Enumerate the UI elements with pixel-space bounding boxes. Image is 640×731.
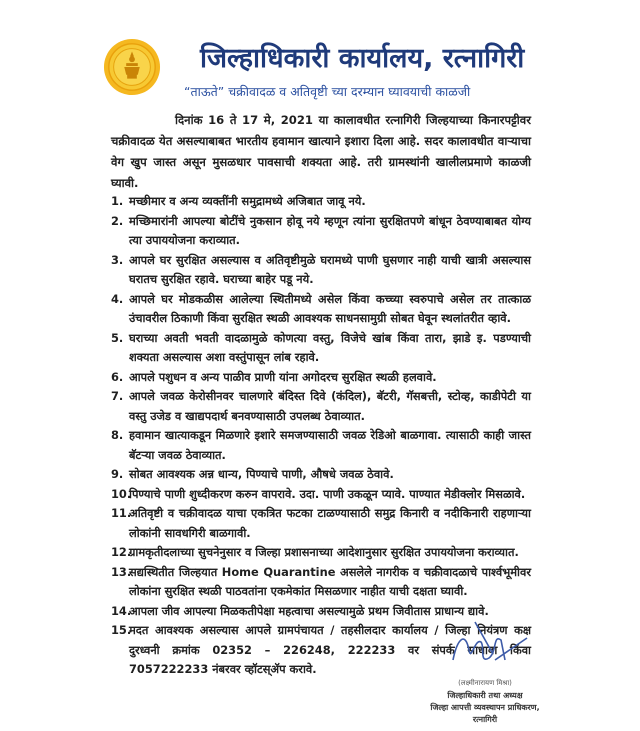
item-number: 1.	[111, 194, 124, 208]
item-text: घराच्या अवती भवती वादळामुळे कोणत्या वस्तु, विजेचे खांब किंवा तारा, झाडे इ. पडण्याची शक्यता असल्यास अशा वस्तुंपासून लांब रहावे.	[129, 330, 531, 364]
item-text: आपले घर मोडकळीस आलेल्या स्थितीमध्ये असेल किंवा कच्च्या स्वरुपाचे असेल तर तात्काळ उंचावरील ठिकाणी किंवा सुरक्षित स्थळी आवश्यक साधनसामुग्री सोबत घेवून स्थलांतरीत व्हावे.	[129, 291, 531, 325]
item-number: 13.	[111, 564, 132, 579]
item-text: मच्छीमार व अन्य व्यक्तींनी समुद्रामध्ये अजिबात जावू नये.	[129, 194, 366, 208]
item-text: मच्छिमारांनी आपल्या बोटींचे नुकसान होवू नये म्हणून त्यांना सुरक्षितपणे बांधून ठेवण्याबाबत योग्य त्या उपाययोजना कराव्यात.	[129, 213, 531, 247]
signature-block	[400, 620, 570, 724]
list-item	[111, 426, 531, 465]
signatory-name: (लक्ष्मीनारायण मिश्रा)	[458, 679, 512, 687]
item-number: 12.	[111, 545, 132, 559]
item-number: 6.	[111, 369, 124, 384]
item-number: 15.	[111, 623, 132, 637]
list-item	[111, 602, 531, 622]
list-item	[111, 504, 531, 543]
item-text: हवामान खात्याकडून मिळणारे इशारे समजण्यासाठी जवळ रेडिओ बाळगावा. त्यासाठी काही जास्त बॅटऱ्या जवळ ठेवाव्यात.	[129, 428, 531, 462]
document-header	[0, 0, 640, 100]
item-number: 9.	[111, 467, 124, 481]
item-number: 14.	[111, 603, 132, 618]
item-text: सोबत आवश्यक अन्न धान्य, पिण्याचे पाणी, औषधे जवळ ठेवावे.	[129, 467, 394, 481]
item-number: 10.	[111, 486, 132, 501]
list-item	[111, 465, 531, 485]
list-item	[111, 251, 531, 290]
signature-icon	[435, 620, 535, 680]
list-item	[111, 485, 531, 505]
item-number: 7.	[111, 389, 124, 403]
precautions-list	[111, 192, 531, 680]
list-item	[111, 290, 531, 329]
list-item	[111, 192, 531, 212]
signatory-location: रत्नागिरी	[472, 715, 498, 724]
signatory-authority: जिल्हा आपत्ती व्यवस्थापन प्राधिकरण,	[430, 703, 540, 712]
item-text: आपले पशुधन व अन्य पाळीव प्राणी यांना अगोदरच सुरक्षित स्थळी हलवावे.	[129, 369, 437, 384]
list-item	[111, 329, 531, 368]
item-text: आपले जवळ केरोसीनवर चालणारे बंदिस्त दिवे (कंदिल), बॅटरी, गॅसबत्ती, स्टोव्ह, काडीपेटी या वस्तु उजेड व खाद्यपदार्थ बनवण्यासाठी उपलब्ध ठेवाव्यात.	[129, 389, 531, 423]
item-number: 2.	[111, 213, 124, 228]
page-subtitle: “ताऊते” चक्रीवादळ व अतिवृष्टी च्या दरम्यान घ्यावयाची काळजी	[184, 84, 471, 99]
item-text: सद्यस्थितीत जिल्हयात Home Quarantine असलेले नागरीक व चक्रीवादळाचे पार्श्वभूमीवर लोकांना सुरक्षित स्थळी पाठवतांना एकमेकांत मिसळणार नाहीत याची दक्षता घ्यावी.	[129, 564, 531, 598]
item-number: 8.	[111, 428, 124, 442]
item-text: पिण्याचे पाणी शुध्दीकरण करुन वापरावे. उदा. पाणी उकळून प्यावे. पाण्यात मेडीक्लोर मिसळावे.	[129, 486, 526, 501]
list-item	[111, 543, 531, 563]
item-number: 4.	[111, 291, 124, 306]
item-number: 3.	[111, 252, 124, 267]
list-item	[111, 368, 531, 388]
signatory-designation: जिल्हाधिकारी तथा अध्यक्ष	[447, 691, 523, 700]
item-text: मदत आवश्यक असल्यास आपले ग्रामपंचायत / तहसीलदार कार्यालय / जिल्हा नियंत्रण कक्ष दुरध्वनी क्रमांक 02352 – 226248, 222233 वर संपर्क साधावा किंवा 7057222233 नंबरवर व्हॉटस्ॲप करावे.	[129, 623, 531, 676]
list-item	[111, 387, 531, 426]
list-item	[111, 563, 531, 602]
list-item	[111, 212, 531, 251]
item-text: आपले घर सुरक्षित असल्यास व अतिवृष्टीमुळे घरामध्ये पाणी घुसणार नाही याची खात्री असल्यास घरातच सुरक्षित रहावे. घराच्या बाहेर पडू नये.	[129, 252, 531, 286]
intro-paragraph: दिनांक 16 ते 17 मे, 2021 या कालावधीत रत्नागिरी जिल्हयाच्या किनारपट्टीवर चक्रीवादळ येत असल्याबाबत भारतीय हवामान खात्याने इशारा दिला आहे. सदर कालावधीत वाऱ्याचा वेग खुप जास्त असून मुसळधार पावसाची शक्यता आहे. तरी ग्रामस्थांनी खालीलप्रमाणे काळजी घ्यावी.	[111, 113, 531, 190]
item-number: 11.	[111, 506, 132, 520]
item-number: 5.	[111, 330, 124, 345]
government-seal-icon	[103, 38, 161, 96]
item-text: आपला जीव आपल्या मिळकतीपेक्षा महत्वाचा असल्यामुळे प्रथम जिवीतास प्राधान्य द्यावे.	[129, 603, 489, 618]
page-title: जिल्हाधिकारी कार्यालय, रत्नागिरी	[200, 43, 525, 74]
item-text: अतिवृष्टी व चक्रीवादळ याचा एकत्रित फटका टाळण्यासाठी समुद्र किनारी व नदीकिनारी राहणाऱ्या लोकांनी सावधगिरी बाळगावी.	[129, 506, 531, 540]
item-text: ग्रामकृतीदलाच्या सुचनेनुसार व जिल्हा प्रशासनाच्या आदेशानुसार सुरक्षित उपाययोजना कराव्यात.	[129, 545, 519, 559]
